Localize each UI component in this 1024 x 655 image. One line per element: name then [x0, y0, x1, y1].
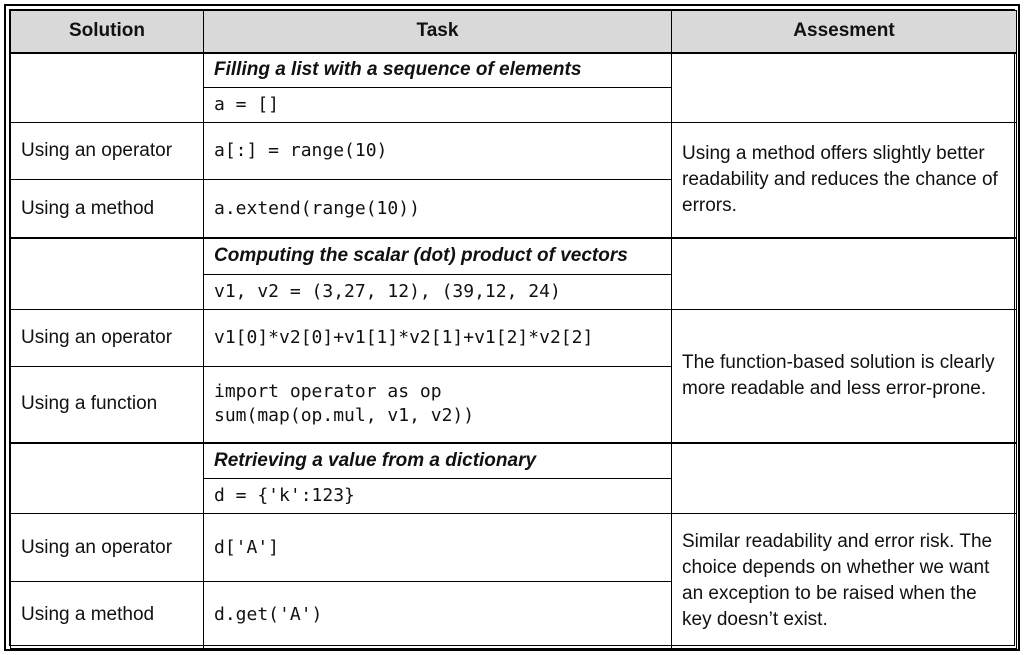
assessment-cell-empty	[672, 443, 1017, 514]
code-line: sum(map(op.mul, v1, v2))	[214, 405, 475, 427]
setup-code: a = []	[204, 88, 672, 123]
solution-code	[204, 581, 672, 648]
task-title: Retrieving a value from a dictionary	[204, 443, 672, 479]
setup-code: d = {'k':123}	[204, 479, 672, 514]
setup-code: v1, v2 = (3,27, 12), (39,12, 24)	[204, 274, 672, 309]
task-title: Filling a list with a sequence of elements	[204, 53, 672, 88]
solution-label: Using an operator	[11, 514, 204, 581]
header-assessment: Assesment	[672, 11, 1017, 53]
assessment-text: The function-based solution is clearly more readable and less error-prone.	[672, 309, 1017, 442]
solution-code	[204, 123, 672, 180]
solution-cell-empty	[11, 53, 204, 123]
table-inner-border	[9, 9, 1015, 646]
code-line: import operator as op	[214, 381, 442, 403]
task-title: Computing the scalar (dot) product of vectors	[204, 238, 672, 274]
solution-code	[204, 309, 672, 366]
code-line: a[:] = range(10)	[214, 140, 388, 162]
assessment-text: Similar readability and error risk. The choice depends on whether we want an exception to be raised when the key doesn’t exist.	[672, 514, 1017, 649]
solution-label: Using an operator	[11, 309, 204, 366]
assessment-text: Using a method offers slightly better readability and reduces the chance of errors.	[672, 123, 1017, 238]
table-frame	[4, 4, 1020, 651]
solution-code	[204, 180, 672, 238]
table-row	[11, 514, 1017, 581]
code-line: a.extend(range(10))	[214, 197, 420, 219]
assessment-cell-empty	[672, 238, 1017, 309]
solution-label: Using a method	[11, 581, 204, 648]
solution-cell-empty	[11, 443, 204, 514]
table-row	[11, 53, 1017, 88]
header-solution: Solution	[11, 11, 204, 53]
solution-label: Using an operator	[11, 123, 204, 180]
solution-label: Using a method	[11, 180, 204, 238]
header-task: Task	[204, 11, 672, 53]
code-line: d['A']	[214, 536, 280, 558]
code-line: d.get('A')	[214, 603, 323, 625]
table-row	[11, 309, 1017, 366]
solution-label: Using a function	[11, 367, 204, 443]
solution-code	[204, 514, 672, 581]
table-row	[11, 443, 1017, 479]
header-row	[11, 11, 1017, 53]
assessment-cell-empty	[672, 53, 1017, 123]
solution-code	[204, 367, 672, 443]
code-line: v1[0]*v2[0]+v1[1]*v2[1]+v1[2]*v2[2]	[214, 326, 594, 348]
table-row	[11, 238, 1017, 274]
solution-cell-empty	[11, 238, 204, 309]
table-row	[11, 123, 1017, 180]
comparison-table	[10, 10, 1017, 649]
